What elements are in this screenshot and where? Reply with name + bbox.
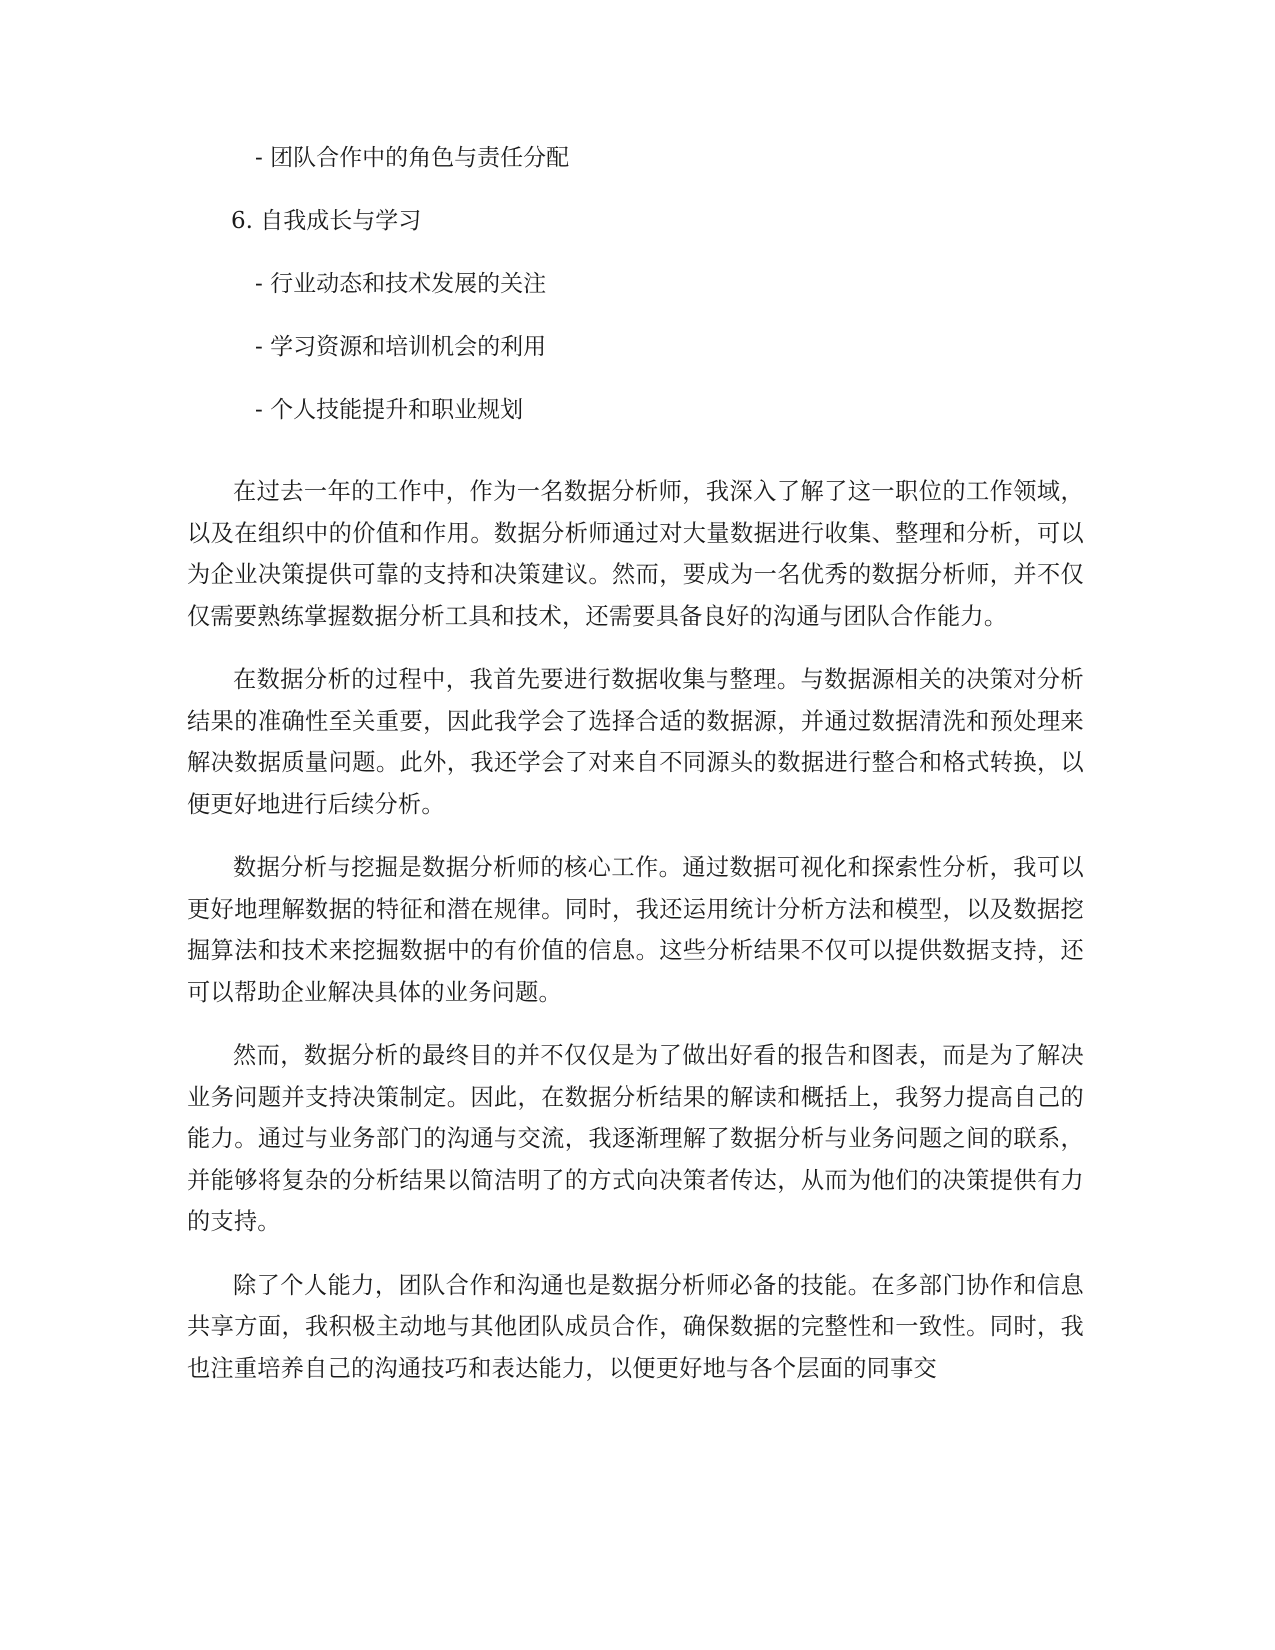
list-item-career-planning: - 个人技能提升和职业规划	[255, 397, 524, 423]
list-item-team-roles: - 团队合作中的角色与责任分配	[255, 145, 570, 171]
paragraph-analysis-mining: 数据分析与挖掘是数据分析师的核心工作。通过数据可视化和探索性分析，我可以更好地理解数据的特征和潜在规律。同时，我还运用统计分析方法和模型，以及数据挖掘算法和技术来挖掘数据中的有价值的信息。这些分析结果不仅可以提供数据支持，还可以帮助企业解决具体的业务问题。	[187, 854, 1084, 1006]
paragraph-data-collection: 在数据分析的过程中，我首先要进行数据收集与整理。与数据源相关的决策对分析结果的准确性至关重要，因此我学会了选择合适的数据源，并通过数据清洗和预处理来解决数据质量问题。此外，我还学会了对来自不同源头的数据进行整合和格式转换，以便更好地进行后续分析。	[187, 666, 1084, 818]
section-6-heading: 6. 自我成长与学习	[231, 208, 422, 234]
body-text	[187, 471, 1084, 1411]
paragraph-teamwork: 除了个人能力，团队合作和沟通也是数据分析师必备的技能。在多部门协作和信息共享方面，我积极主动地与其他团队成员合作，确保数据的完整性和一致性。同时，我也注重培养自己的沟通技巧和表达能力，以便更好地与各个层面的同事交	[187, 1271, 1084, 1382]
paragraph-role-overview: 在过去一年的工作中，作为一名数据分析师，我深入了解了这一职位的工作领域，以及在组织中的价值和作用。数据分析师通过对大量数据进行收集、整理和分析，可以为企业决策提供可靠的支持和决策建议。然而，要成为一名优秀的数据分析师，并不仅仅需要熟练掌握数据分析工具和技术，还需要具备良好的沟通与团队合作能力。	[187, 478, 1084, 630]
list-item-learning-resources: - 学习资源和培训机会的利用	[255, 334, 547, 360]
list-item-industry-trends: - 行业动态和技术发展的关注	[255, 271, 547, 297]
paragraph-business-decisions: 然而，数据分析的最终目的并不仅仅是为了做出好看的报告和图表，而是为了解决业务问题并支持决策制定。因此，在数据分析结果的解读和概括上，我努力提高自己的能力。通过与业务部门的沟通与交流，我逐渐理解了数据分析与业务问题之间的联系，并能够将复杂的分析结果以简洁明了的方式向决策者传达，从而为他们的决策提供有力的支持。	[187, 1042, 1084, 1235]
